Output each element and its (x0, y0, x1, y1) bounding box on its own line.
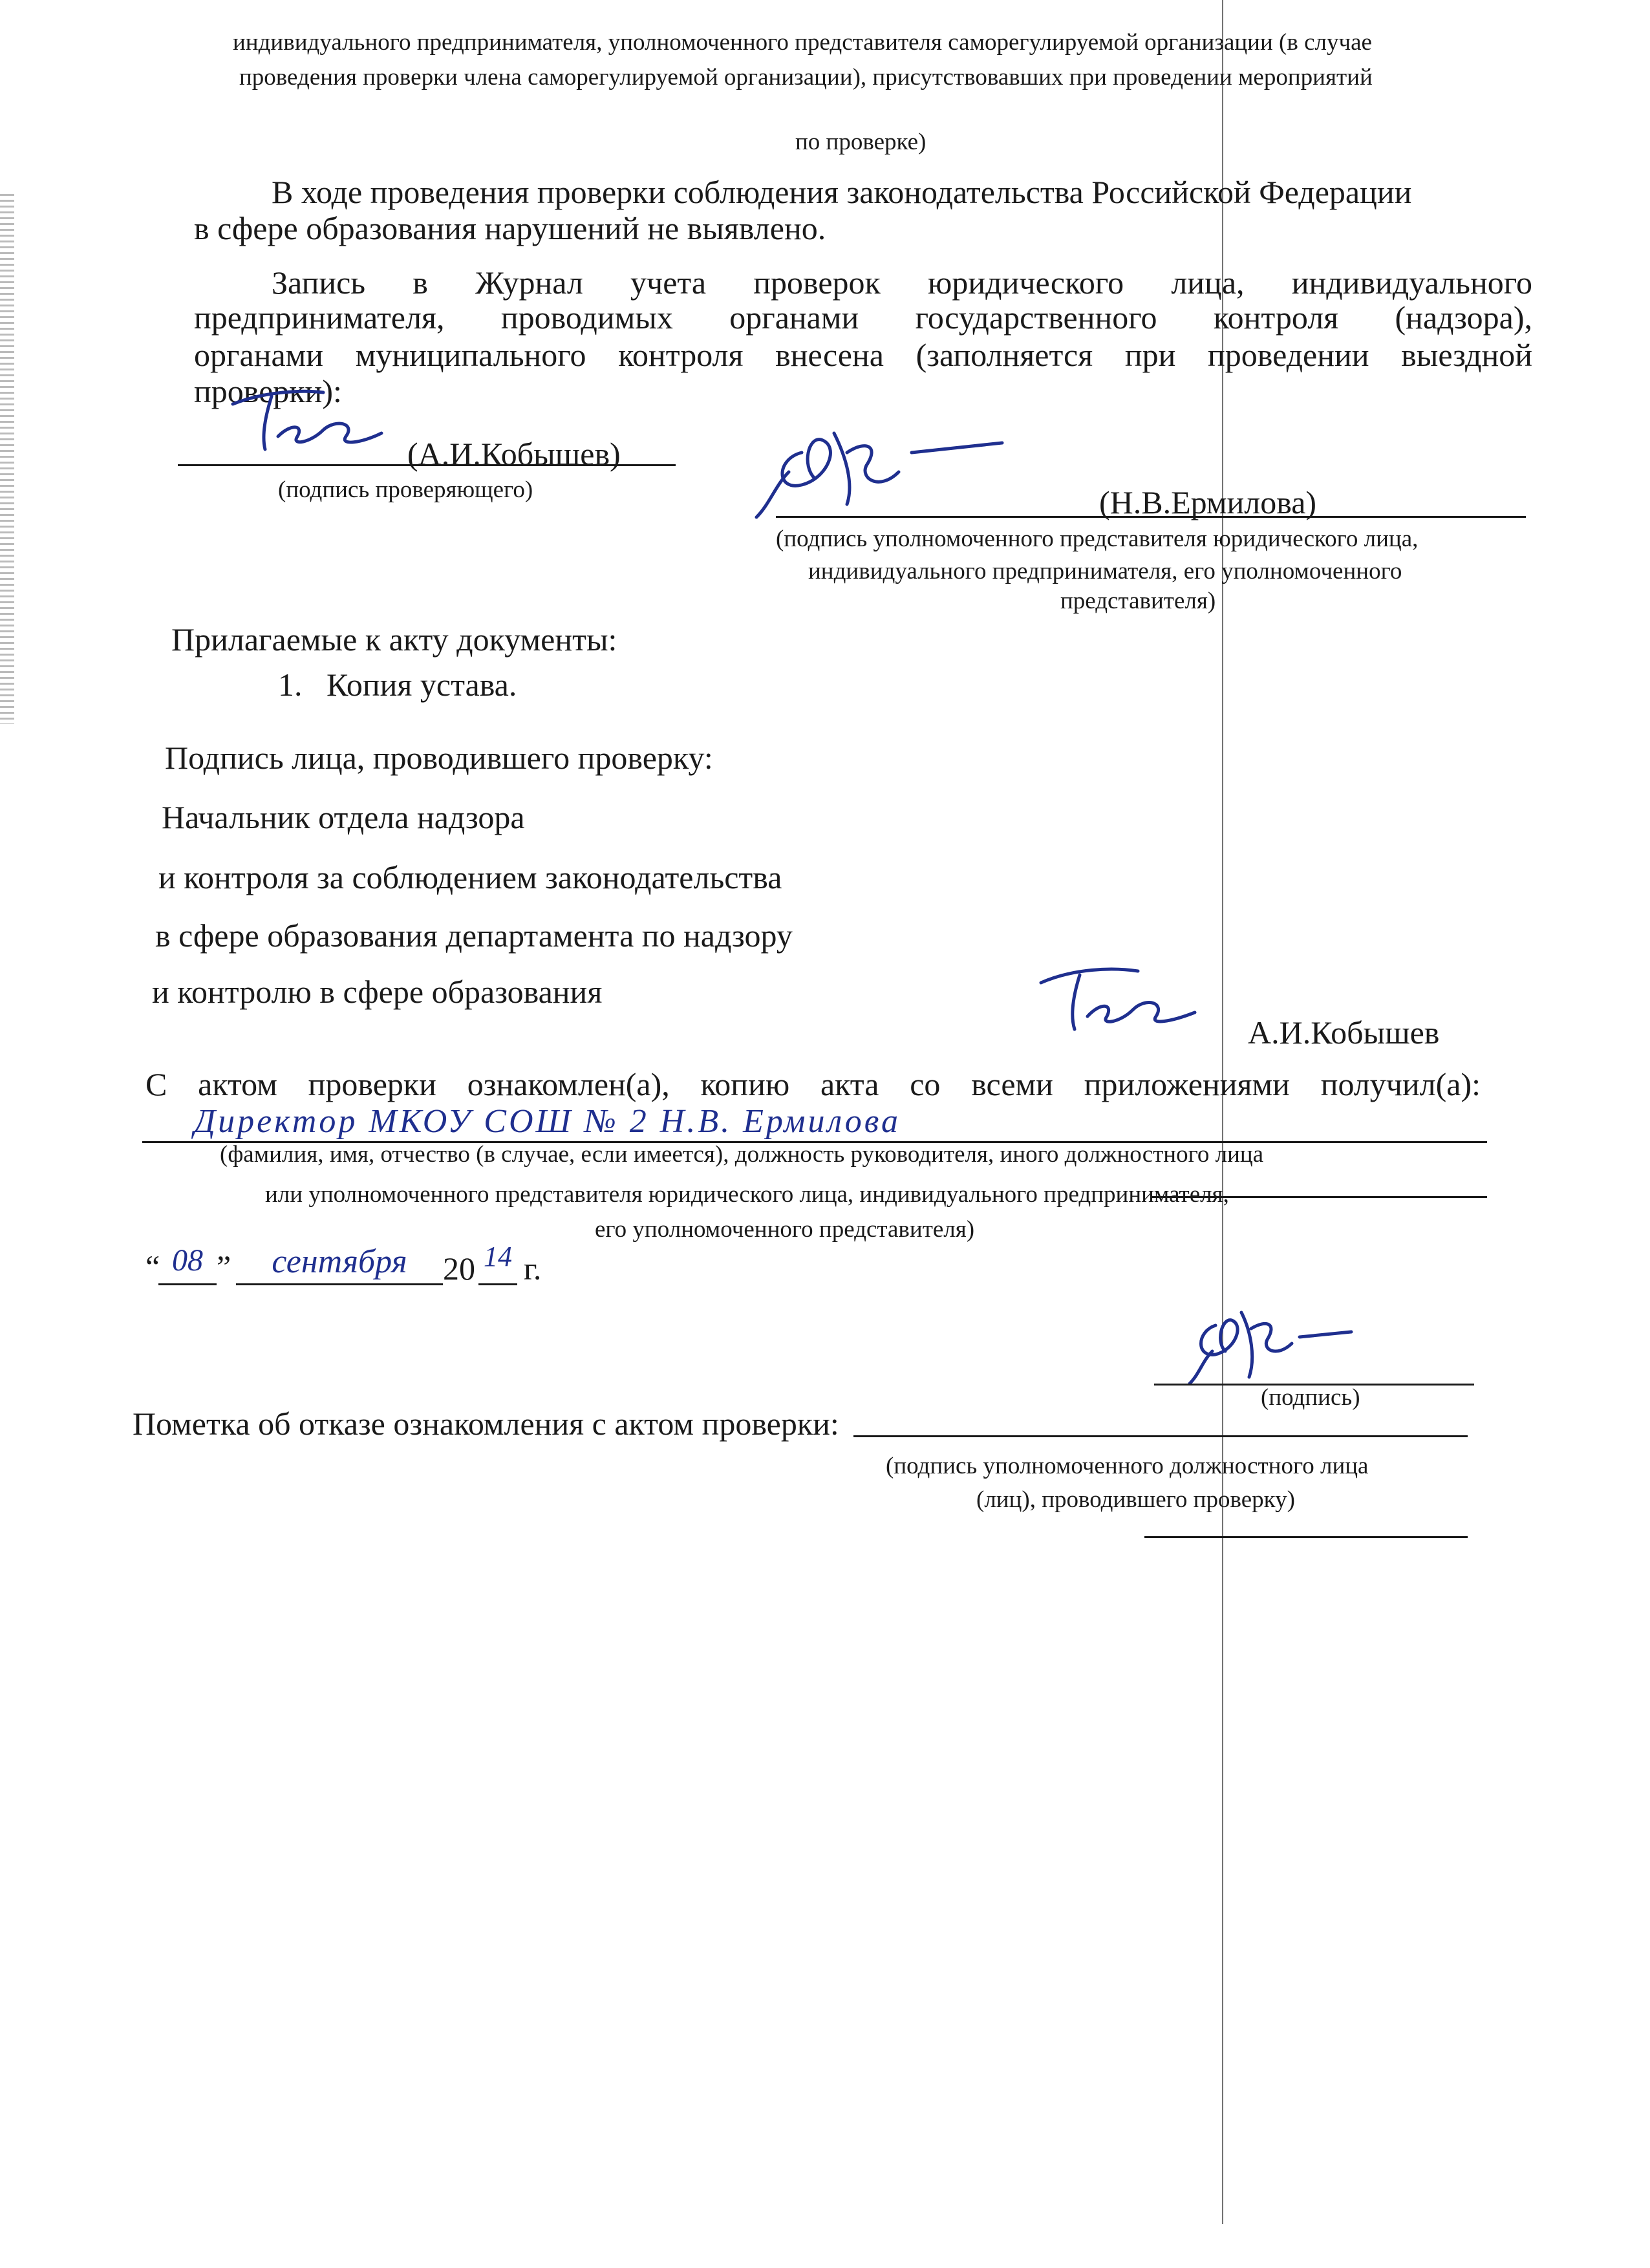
attachments-heading: Прилагаемые к акту документы: (171, 621, 617, 658)
journal-line-2: предпринимателя, проводимых органами государственного контроля (надзора), (194, 299, 1532, 336)
finding-line-1: В ходе проведения проверки соблюдения законодательства Российской Федерации (272, 174, 1412, 210)
date-year-suffix: 14 (484, 1241, 512, 1272)
acknowledgement-caption-line-3: его уполномоченного представителя) (595, 1216, 975, 1243)
date-year-line (478, 1283, 517, 1285)
acknowledgement-text: С актом проверки ознакомлен(а), копию акта со всеми приложениями получил(а): (145, 1066, 1481, 1102)
inspector-name: (А.И.Кобышев) (407, 436, 621, 472)
refusal-bottom-line (1144, 1536, 1468, 1538)
date-month: сентября (272, 1243, 407, 1280)
header-caption-line-1: индивидуального предпринимателя, уполномоченного представителя саморегулируемой организации (в случае (233, 29, 1372, 56)
header-caption-line-2: проведения проверки члена саморегулируемой организации), присутствовавших при проведении мероприятий (239, 64, 1373, 91)
acknowledgement-caption-line-1: (фамилия, имя, отчество (в случае, если имеется), должность руководителя, иного должностного лица (220, 1141, 1264, 1168)
scan-edge-artifact (0, 194, 14, 724)
representative-caption-line-2: индивидуального предпринимателя, его уполномоченного (808, 558, 1402, 584)
signer-signature-image (1034, 957, 1203, 1041)
attachment-item: Копия устава. (327, 667, 517, 703)
date-open-quote: “ (145, 1248, 160, 1285)
acknowledgement-caption-line-2: или уполномоченного представителя юридического лица, индивидуального предпринимателя, (265, 1181, 1229, 1208)
refusal-label: Пометка об отказе ознакомления с актом проверки: (133, 1406, 839, 1442)
inspector-signature-image (226, 378, 394, 462)
date-day-line (158, 1283, 217, 1285)
journal-line-1: Запись в Журнал учета проверок юридического лица, индивидуального (272, 264, 1532, 301)
attachment-number: 1. (278, 667, 303, 703)
signer-position-line-3: в сфере образования департамента по надзору (155, 917, 793, 954)
signer-name: А.И.Кобышев (1248, 1014, 1440, 1051)
date-year-prefix: 20 (443, 1250, 475, 1287)
representative-signature-line (776, 516, 1526, 518)
representative-signature-2-image (1177, 1293, 1371, 1396)
representative-name: (Н.В.Ермилова) (1099, 484, 1317, 520)
acknowledgement-handwritten-entry: Директор МКОУ СОШ № 2 Н.В. Ермилова (194, 1103, 901, 1140)
date-day: 08 (172, 1243, 203, 1278)
signer-position-line-1: Начальник отдела надзора (162, 799, 525, 835)
refusal-signature-line (853, 1435, 1468, 1437)
signature-caption: (подпись) (1261, 1384, 1360, 1411)
representative-caption-line-1: (подпись уполномоченного представителя юридического лица, (776, 526, 1419, 552)
representative-caption-line-3: представителя) (1060, 588, 1216, 614)
date-month-line (236, 1283, 443, 1285)
inspector-signature-line (178, 464, 676, 466)
journal-line-3: органами муниципального контроля внесена (заполняется при проведении выездной (194, 337, 1532, 373)
inspector-signature-caption: (подпись проверяющего) (278, 476, 533, 503)
signer-position-line-2: и контроля за соблюдением законодательства (158, 859, 782, 895)
journal-line-4: проверки): (194, 373, 342, 409)
signer-position-line-4: и контролю в сфере образования (152, 974, 603, 1010)
refusal-caption-line-2: (лиц), проводившего проверку) (976, 1486, 1295, 1513)
date-close-quote: ” (217, 1248, 231, 1285)
refusal-caption-line-1: (подпись уполномоченного должностного лица (886, 1453, 1369, 1479)
header-caption-line-3: по проверке) (795, 129, 927, 155)
finding-line-2: в сфере образования нарушений не выявлено. (194, 210, 826, 246)
date-suffix: г. (524, 1250, 542, 1287)
signer-heading: Подпись лица, проводившего проверку: (165, 740, 713, 776)
